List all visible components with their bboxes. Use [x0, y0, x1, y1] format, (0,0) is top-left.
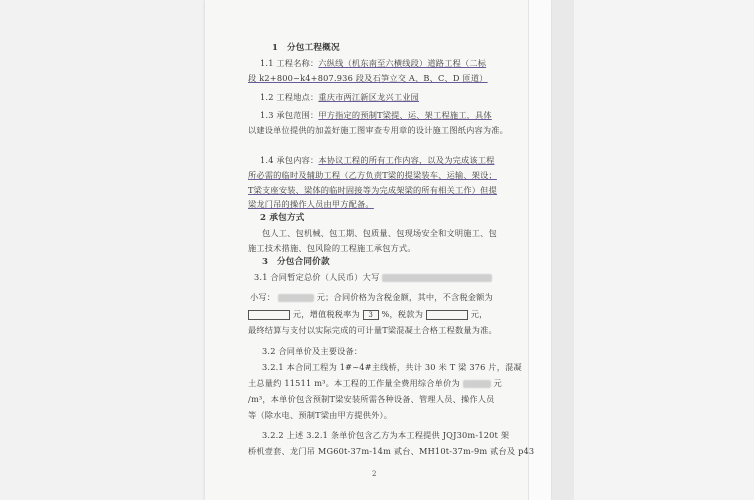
line-3-2-2-a: 3.2.2 上述 3.2.1 条单价包含乙方为本工程提供 JQJ30m-120t 架: [262, 430, 510, 440]
redacted-tax-box: [426, 310, 468, 320]
line-1-2: [260, 92, 419, 102]
label-1-1: 1.1 工程名称：: [260, 58, 319, 68]
line-1-4: [260, 155, 495, 165]
contract-scope-cont: 以建设单位提供的加盖好施工图审查专用章的设计施工图纸内容为准。: [248, 125, 509, 135]
page-edge: [528, 0, 551, 500]
project-location: 重庆市两江新区龙兴工业园: [318, 92, 420, 102]
redacted-amount-figure: [278, 294, 314, 302]
text-total-volume: 土总量约 11511 m³。本工程的工作量全费用综合单价为: [248, 378, 460, 388]
line-3-1: [254, 272, 492, 282]
text-tax-included: 元；合同价格为含税金额，其中，不含税金额为: [316, 292, 493, 302]
redacted-pretax-box: [248, 310, 290, 320]
contract-content-2: 所必需的临时及辅助工程（乙方负责T梁的提梁装车、运输、架设；: [248, 170, 497, 180]
contract-content-4: 梁龙门吊的操作人员由甲方配备。: [248, 199, 374, 209]
line-3-2-2-b: 桥机壹套、龙门吊 MG60t-37m-14m 贰台、MH10t-37m-9m 贰台及 p43: [248, 446, 535, 456]
section-2-title: 2 承包方式: [260, 213, 305, 223]
line-3-2-1-d: /m³，本单价包含预制T梁安装所需各种设备、管理人员、操作人员: [248, 394, 495, 404]
line-1-1: [260, 58, 486, 68]
contract-content-3: T梁支座安装、梁体的临时固接等为完成架梁的所有相关工作）但提: [248, 185, 497, 195]
vat-rate-box: 3: [363, 310, 379, 320]
page-number: 2: [372, 470, 377, 478]
text-tax-amount: %，税款为: [381, 309, 424, 319]
settlement-note: 最终结算与支付以实际完成的可计量T梁混凝土合格工程数量为准。: [248, 325, 497, 335]
text-yuan: 元，: [470, 309, 488, 319]
line-3-1-b: [250, 292, 493, 302]
method-line-1: 包人工、包机械、包工期、包质量、包现场安全和文明施工、包: [262, 228, 497, 238]
contract-scope: 甲方指定的预制T梁提、运、架工程施工，具体: [318, 110, 492, 120]
label-3-1: 3.1 合同暂定总价（人民币）大写: [254, 272, 380, 282]
project-name-cont: 段 k2+800~k4+807.936 段及石笋立交 A、B、C、D 匝道）: [248, 73, 488, 83]
line-3-2-1-b: [248, 378, 502, 388]
line-3-2-1-a: 3.2.1 本合同工程为 1#~4#主线桥，共计 30 米 T 梁 376 片，混凝: [262, 362, 522, 372]
redacted-amount-words: [382, 274, 492, 282]
section-1-title: 1 分包工程概况: [272, 43, 340, 53]
line-3-1-c: [248, 309, 487, 320]
text-vat-rate: 元，增值税税率为: [292, 309, 360, 319]
label-1-3: 1.3 承包范围：: [260, 110, 319, 120]
line-1-3: [260, 110, 492, 120]
contract-content: 本协议工程的所有工作内容，以及为完成该工程: [318, 155, 495, 165]
line-3-2: 3.2 合同单价及主要设备：: [262, 346, 363, 356]
section-3-title: 3 分包合同价款: [262, 257, 330, 267]
label-1-4: 1.4 承包内容：: [260, 155, 319, 165]
label-1-2: 1.2 工程地点：: [260, 92, 319, 102]
text-unit: 元: [493, 378, 502, 388]
left-background: [0, 0, 205, 500]
project-name: 六纵线（机东南至六横线段）道路工程（二标: [318, 58, 487, 68]
line-3-2-1-e: 等（除水电、预制T梁由甲方提供外）。: [248, 410, 393, 420]
method-line-2: 施工技术措施、包风险的工程施工承包方式。: [248, 243, 416, 253]
redacted-unit-price: [463, 380, 491, 388]
right-background: [574, 0, 754, 500]
label-lowercase: 小写：: [250, 292, 276, 302]
